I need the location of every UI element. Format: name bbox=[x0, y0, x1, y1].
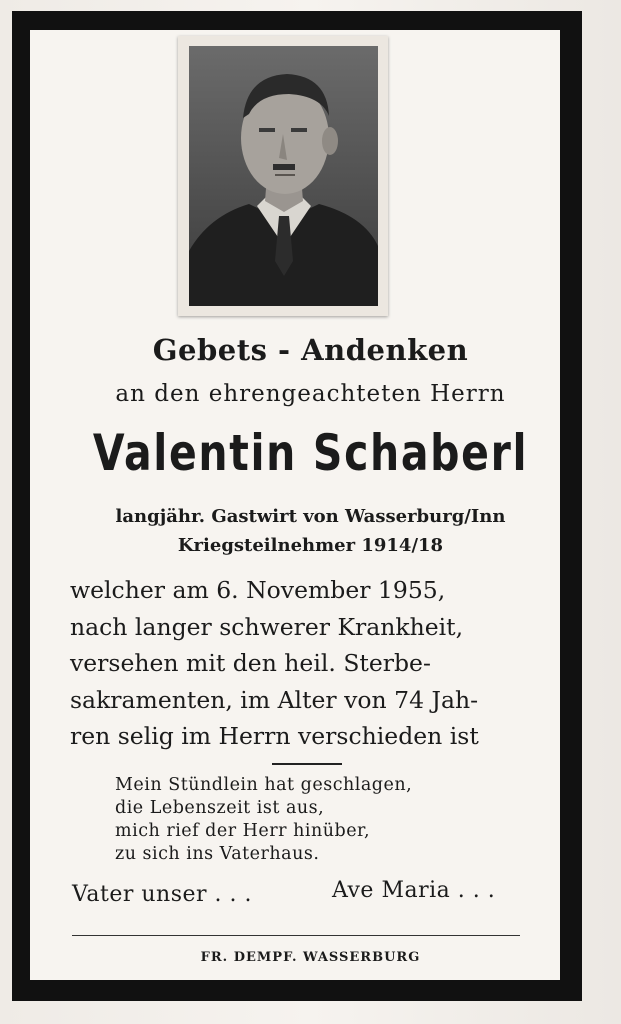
occupation-line: langjähr. Gastwirt von Wasserburg/Inn bbox=[115, 506, 506, 527]
poem-line: mich rief der Herr hinüber, bbox=[115, 821, 371, 841]
poem-line: Mein Stündlein hat geschlagen, bbox=[115, 775, 413, 795]
war-service-line: Kriegsteilnehmer 1914/18 bbox=[177, 535, 444, 556]
portrait-photo bbox=[189, 46, 378, 306]
printer-imprint: FR. DEMPF. WASSERBURG bbox=[200, 950, 421, 965]
divider bbox=[272, 763, 342, 765]
portrait-illustration bbox=[189, 46, 378, 306]
body-line: nach langer schwerer Krankheit, bbox=[70, 612, 464, 641]
prayer-vater-unser: Vater unser . . . bbox=[72, 882, 252, 907]
card-heading: Gebets - Andenken bbox=[152, 333, 469, 367]
death-notice-text bbox=[70, 572, 520, 755]
body-line: versehen mit den heil. Sterbe- bbox=[70, 649, 431, 677]
portrait-mount bbox=[178, 36, 388, 316]
footer-rule bbox=[72, 935, 520, 936]
poem-line: die Lebenszeit ist aus, bbox=[115, 798, 325, 818]
poem-line: zu sich ins Vaterhaus. bbox=[115, 844, 320, 864]
card-subheading: an den ehrengeachteten Herrn bbox=[115, 381, 506, 407]
prayer-ave-maria: Ave Maria . . . bbox=[332, 878, 496, 903]
poem bbox=[115, 774, 412, 866]
body-line: welcher am 6. November 1955, bbox=[70, 576, 446, 604]
deceased-name: Valentin Schaberl bbox=[92, 424, 529, 482]
body-line: sakramenten, im Alter von 74 Jah- bbox=[70, 685, 479, 714]
body-line: ren selig im Herrn verschieden ist bbox=[70, 722, 479, 750]
